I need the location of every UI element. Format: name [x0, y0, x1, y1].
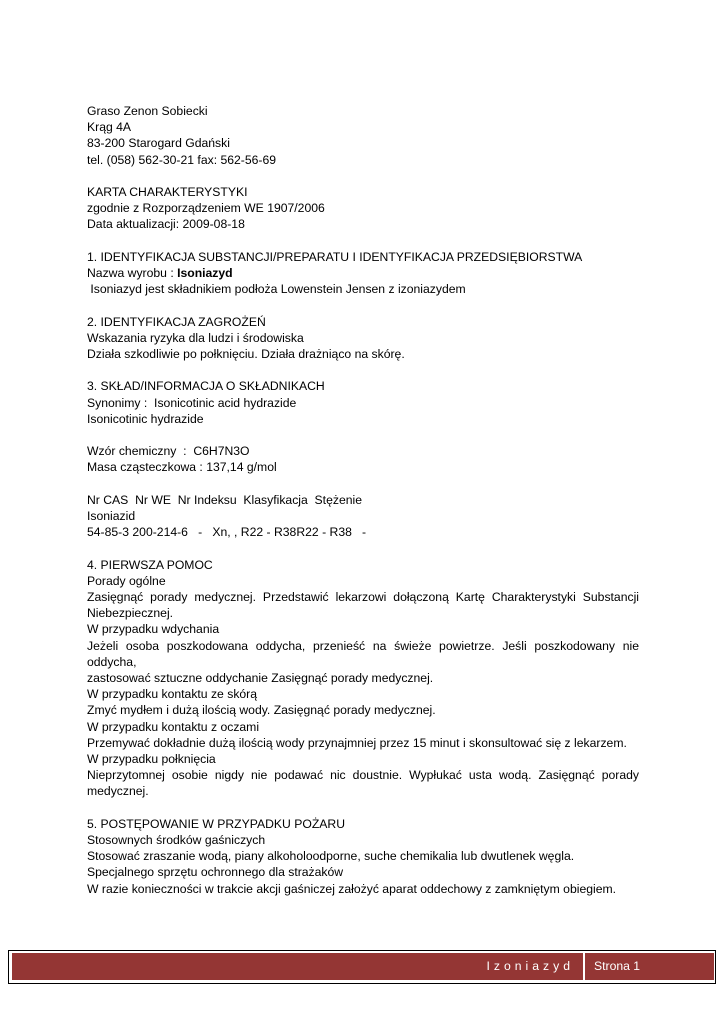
section-3-heading: 3. SKŁAD/INFORMACJA O SKŁADNIKACH	[87, 379, 325, 394]
inhalation-text-2: zastosować sztuczne oddychanie Zasięgnąć porady medycznej.	[87, 671, 434, 685]
product-description: Isoniazyd jest składnikiem podłoża Lowenstein Jensen z izoniazydem	[87, 282, 466, 297]
general-advice-title: Porady ogólne	[87, 573, 166, 588]
synonyms: Synonimy : Isonicotinic acid hydrazide	[87, 395, 297, 410]
protective-equipment-text: W razie konieczności w trakcie akcji gaśniczej założyć aparat oddechowy z zamkniętym obiegiem.	[87, 881, 617, 896]
product-name: Isoniazyd	[177, 266, 233, 280]
general-advice-text: Zasięgnąć porady medycznej. Przedstawić lekarzowi dołączoną Kartę Charakterystyki Substancji Niebezpiecznej.	[87, 589, 639, 621]
extinguishing-media-title: Stosownych środków gaśniczych	[87, 833, 266, 848]
footer-divider	[583, 953, 585, 980]
product-name-line	[87, 265, 639, 281]
component-row: 54-85-3 200-214-6 - Xn, , R22 - R38R22 - R38 -	[87, 525, 367, 540]
document-title: KARTA CHARAKTERYSTYKI	[87, 185, 248, 199]
company-contact: tel. (058) 562-30-21 fax: 562-56-69	[87, 152, 277, 167]
ingestion-text: Nieprzytomnej osobie nigdy nie podawać nic doustnie. Wypłukać usta wodą. Zasięgnąć porady medycznej.	[87, 768, 639, 799]
chemical-formula: Wzór chemiczny : C6H7N3O	[87, 444, 250, 459]
section-5-heading: 5. POSTĘPOWANIE W PRZYPADKU POŻARU	[87, 816, 346, 831]
document-body	[87, 103, 639, 897]
extinguishing-media-text: Stosować zraszanie wodą, piany alkoholoodporne, suche chemikalia lub dwutlenek węgla.	[87, 849, 575, 864]
update-date: Data aktualizacji: 2009-08-18	[87, 217, 245, 232]
molecular-mass: Masa cząsteczkowa : 137,14 g/mol	[87, 460, 277, 475]
product-label: Nazwa wyrobu :	[87, 266, 178, 280]
company-name: Graso Zenon Sobiecki	[87, 104, 208, 118]
section-2-heading: 2. IDENTYFIKACJA ZAGROŻEŃ	[87, 314, 266, 329]
components-header: Nr CAS Nr WE Nr Indeksu Klasyfikacja Stężenie	[87, 492, 362, 507]
inhalation-title: W przypadku wdychania	[87, 622, 220, 637]
section-4-heading: 4. PIERWSZA POMOC	[87, 557, 213, 572]
eye-contact-title: W przypadku kontaktu z oczami	[87, 719, 260, 734]
hazard-line-1: Wskazania ryzyka dla ludzi i środowiska	[87, 330, 304, 345]
synonym-2: Isonicotinic hydrazide	[87, 411, 204, 426]
inhalation-text: Jeżeli osoba poszkodowana oddycha, przenieść na świeże powietrze. Jeśli poszkodowany nie oddycha,	[87, 638, 639, 669]
footer-page-number: Strona 1	[594, 959, 641, 973]
section-1-heading: 1. IDENTYFIKACJA SUBSTANCJI/PREPARATU I IDENTYFIKACJA PRZEDSIĘBIORSTWA	[87, 249, 583, 264]
company-city: 83-200 Starogard Gdański	[87, 136, 230, 151]
company-street: Krąg 4A	[87, 120, 132, 135]
hazard-line-2: Działa szkodliwie po połknięciu. Działa drażniąco na skórę.	[87, 347, 405, 361]
eye-contact-text: Przemywać dokładnie dużą ilością wody przynajmniej przez 15 minut i skonsultować się z lekarzem.	[87, 735, 627, 750]
component-name: Isoniazid	[87, 508, 136, 523]
regulation-note: zgodnie z Rozporządzeniem WE 1907/2006	[87, 201, 325, 216]
skin-contact-text: Zmyć mydłem i dużą ilością wody. Zasięgnąć porady medycznej.	[87, 703, 436, 718]
protective-equipment-title: Specjalnego sprzętu ochronnego dla strażaków	[87, 865, 344, 880]
ingestion-title: W przypadku połknięcia	[87, 752, 216, 767]
footer-title: Izoniazyd	[486, 959, 574, 973]
skin-contact-title: W przypadku kontaktu ze skórą	[87, 687, 258, 702]
